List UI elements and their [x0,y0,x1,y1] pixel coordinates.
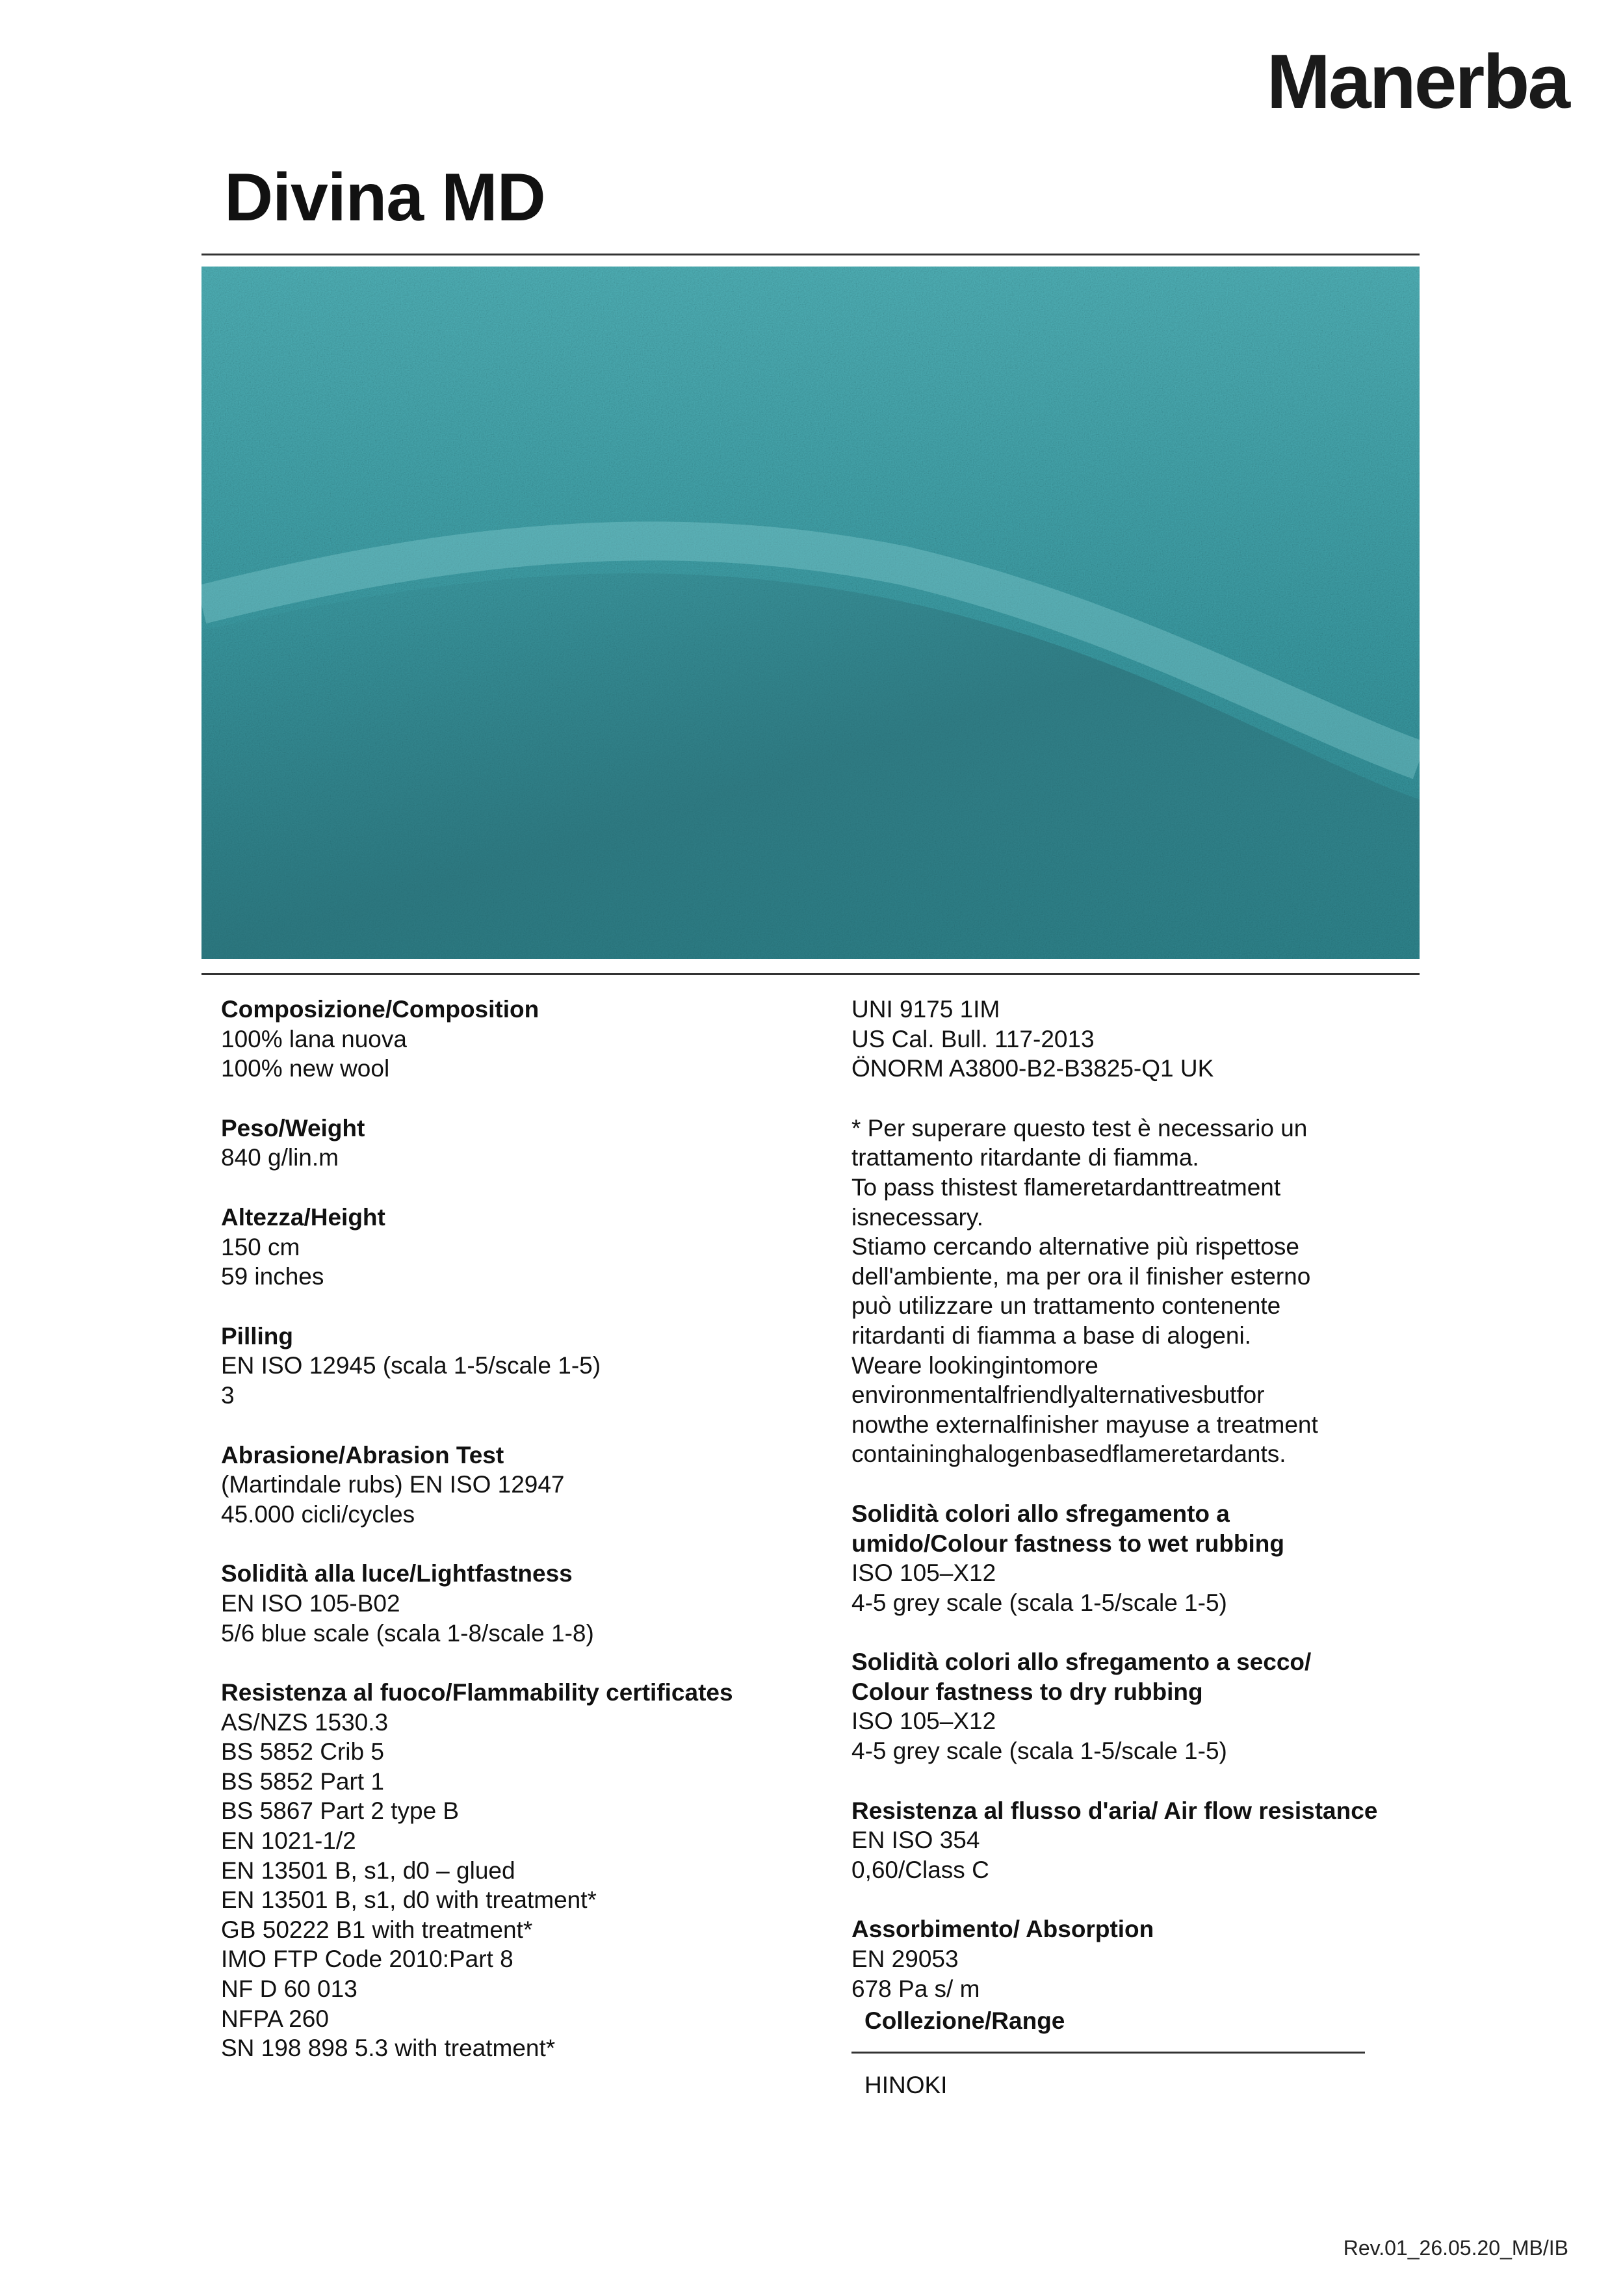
spec-heading: Peso/Weight [221,1114,365,1141]
spec-value: EN 1021-1/2 [221,1827,356,1855]
spec-air-flow [851,1796,1417,1885]
spec-value: NF D 60 013 [221,1976,357,2003]
spec-value: ISO 105–X12 [851,1559,996,1587]
spec-value: 45.000 cicli/cycles [221,1500,415,1528]
spec-value: ISO 105–X12 [851,1708,996,1735]
spec-value: 678 Pa s/ m [851,1975,980,2002]
spec-value: EN ISO 105-B02 [221,1589,400,1617]
range-value: HINOKI [864,2072,948,2098]
spec-value: 840 g/lin.m [221,1144,339,1171]
spec-heading: Composizione/Composition [221,996,539,1023]
spec-absorption [851,1914,1417,2003]
range-heading: Collezione/Range [851,2007,1365,2054]
spec-value: BS 5852 Crib 5 [221,1738,384,1766]
spec-heading: Pilling [221,1322,293,1350]
spec-heading: Solidità colori allo sfregamento a secco/ [851,1649,1312,1676]
spec-value: UNI 9175 1IM [851,996,1000,1023]
spec-value: 3 [221,1381,235,1409]
spec-abrasion [221,1441,806,1530]
spec-flammability [221,1678,806,2063]
product-title: Divina MD [224,160,545,235]
spec-wet-rubbing [851,1499,1417,1617]
spec-heading: Assorbimento/ Absorption [851,1916,1154,1943]
spec-value: IMO FTP Code 2010:Part 8 [221,1946,513,1973]
note-line: ritardanti di fiamma a base di alogeni. [851,1322,1251,1349]
spec-lightfastness [221,1559,806,1648]
spec-weight [221,1114,806,1173]
fabric-image [201,267,1420,959]
spec-value: 4-5 grey scale (scala 1-5/scale 1-5) [851,1589,1227,1616]
note-line: * Per superare questo test è necessario un [851,1114,1308,1141]
spec-value: 5/6 blue scale (scala 1-8/scale 1-8) [221,1619,594,1647]
note-line: nowthe externalfinisher mayuse a treatment [851,1411,1318,1438]
spec-flammability-continued [851,995,1417,1084]
spec-heading: Resistenza al flusso d'aria/ Air flow resistance [851,1797,1378,1824]
spec-value: 0,60/Class C [851,1856,989,1883]
spec-value: EN ISO 354 [851,1827,980,1854]
specs-left-column [221,995,806,2093]
spec-value: ÖNORM A3800-B2-B3825-Q1 UK [851,1055,1214,1082]
spec-heading: Abrasione/Abrasion Test [221,1441,504,1468]
spec-value: 150 cm [221,1233,300,1260]
spec-value: 59 inches [221,1263,324,1290]
spec-heading: Solidità alla luce/Lightfastness [221,1560,573,1587]
note-line: To pass thistest flameretardanttreatment [851,1173,1281,1201]
spec-heading: Resistenza al fuoco/Flammability certificates [221,1679,733,1706]
note-line: environmentalfriendlyalternativesbutfor [851,1381,1265,1409]
spec-value: 100% lana nuova [221,1025,407,1052]
note-line: Weare lookingintomore [851,1351,1098,1379]
spec-value: SN 198 898 5.3 with treatment* [221,2035,556,2062]
image-divider [201,973,1420,975]
spec-heading: umido/Colour fastness to wet rubbing [851,1530,1284,1557]
spec-value: 4-5 grey scale (scala 1-5/scale 1-5) [851,1738,1227,1765]
spec-value: (Martindale rubs) EN ISO 12947 [221,1471,565,1498]
top-divider [201,254,1420,255]
spec-dry-rubbing [851,1647,1417,1766]
spec-value: BS 5867 Part 2 type B [221,1797,460,1825]
spec-value: GB 50222 B1 with treatment* [221,1916,533,1943]
note-line: isnecessary. [851,1203,983,1231]
specs-right-column [851,995,1417,2033]
spec-heading: Altezza/Height [221,1203,385,1231]
spec-value: EN 13501 B, s1, d0 – glued [221,1857,515,1884]
spec-value: EN ISO 12945 (scala 1-5/scale 1-5) [221,1352,601,1379]
spec-height [221,1203,806,1292]
spec-value: US Cal. Bull. 117-2013 [851,1025,1095,1052]
spec-value: AS/NZS 1530.3 [221,1708,389,1736]
spec-pilling [221,1322,806,1411]
spec-value: 100% new wool [221,1055,390,1082]
spec-heading: Colour fastness to dry rubbing [851,1678,1203,1705]
spec-value: EN 13501 B, s1, d0 with treatment* [221,1886,597,1914]
spec-value: EN 29053 [851,1946,959,1973]
note-line: può utilizzare un trattamento contenente [851,1292,1281,1320]
spec-heading: Solidità colori allo sfregamento a [851,1500,1230,1527]
note-line: Stiamo cercando alternative più rispettose [851,1233,1299,1260]
spec-composition [221,995,806,1084]
spec-value: NFPA 260 [221,2005,329,2032]
fabric-texture [201,267,1420,959]
note-line: trattamento ritardante di fiamma. [851,1144,1199,1171]
spec-value: BS 5852 Part 1 [221,1768,384,1795]
revision-footer: Rev.01_26.05.20_MB/IB [1343,2236,1568,2260]
note-line: dell'ambiente, ma per ora il finisher esterno [851,1262,1311,1290]
collection-range [851,2007,1365,2099]
note-line: containinghalogenbasedflameretardants. [851,1441,1286,1468]
brand-logo: Manerba [1266,39,1568,125]
flame-retardant-note [851,1114,1417,1469]
